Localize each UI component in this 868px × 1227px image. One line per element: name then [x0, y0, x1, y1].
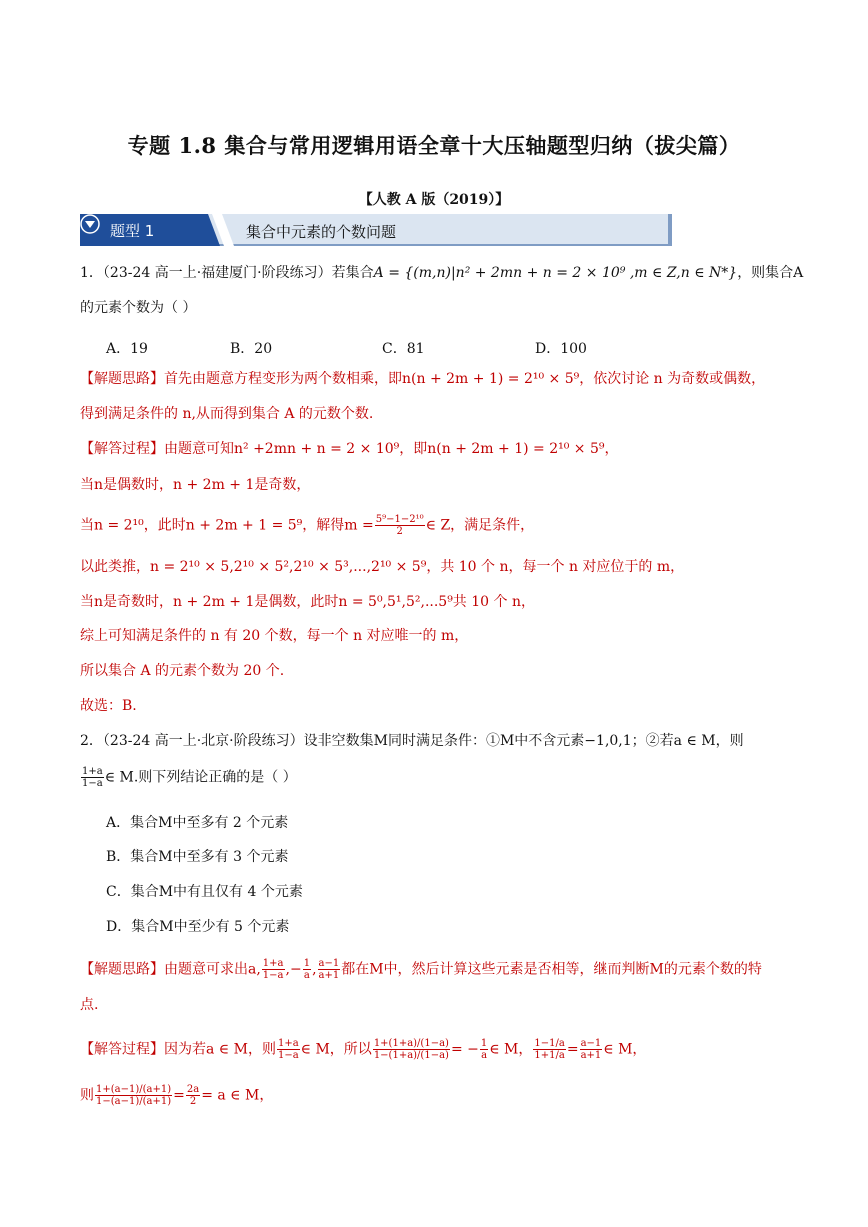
q2-stem-line1: 2．（23-24 高一上·北京·阶段练习）设非空数集M同时满足条件：①M中不含元素−1,0,1；②若a ∈ M，则	[80, 733, 744, 749]
collapse-icon[interactable]	[80, 214, 100, 234]
q1-option-d[interactable]: D．100	[535, 341, 587, 357]
q1-option-b[interactable]: B．20	[230, 341, 273, 357]
q1-set-expression: A = {(m,n)|n² + 2mn + n = 2 × 10⁹ ,m ∈ Z,n ∈ N*}	[373, 265, 738, 281]
q1-process-line4: 以此类推，n = 2¹⁰ × 5,2¹⁰ × 5²,2¹⁰ × 5³,...,2¹⁰ × 5⁹，共 10 个 n，每一个 n 对应位于的 m，	[80, 559, 685, 575]
q1-idea-line2: 得到满足条件的 n,从而得到集合 A 的元数个数.	[80, 406, 374, 422]
q2-option-d[interactable]: D．集合M中至少有 5 个元素	[106, 919, 290, 935]
q1-process-line1: 【解答过程】由题意可知n² +2mn + n = 2 × 10⁹，即n(n + 2m + 1) = 2¹⁰ × 5⁹，	[80, 441, 619, 457]
q2-process-line2: 则 $\frac{1+(a-1)/(a+1)}{1-(a-1)/(a+1)}$ = $\frac{2a}{2}$ = a ∈ M，	[80, 1084, 274, 1107]
section-banner	[80, 214, 672, 246]
section-label: 题型 1	[110, 222, 155, 240]
edition-label: 【人教 A 版（2019）】	[358, 192, 510, 208]
q1-process-line3: 当n = 2¹⁰，此时n + 2m + 1 = 5⁹，解得m = $\frac{\text{5⁹−1−2¹⁰}}{2}$ ∈ Z，满足条件，	[80, 514, 535, 537]
q1-option-c[interactable]: C．81	[382, 341, 425, 357]
page-title: 专题 1.8 集合与常用逻辑用语全章十大压轴题型归纳（拔尖篇）	[127, 133, 741, 158]
q1-stem-line2: 的元素个数为（ ）	[80, 300, 197, 316]
q1-process-line6: 综上可知满足条件的 n 有 20 个数，每一个 n 对应唯一的 m，	[80, 628, 469, 644]
q1-process-line7: 所以集合 A 的元素个数为 20 个.	[80, 663, 285, 679]
q2-idea-line2: 点.	[80, 997, 99, 1013]
q2-stem-line2: $\frac{1+a}{1-a}$ ∈ M.则下列结论正确的是（ ）	[82, 766, 297, 789]
q2-option-b[interactable]: B．集合M中至多有 3 个元素	[106, 849, 289, 865]
q1-idea-line1: 【解题思路】首先由题意方程变形为两个数相乘，即n(n + 2m + 1) = 2¹⁰ × 5⁹，依次讨论 n 为奇数或偶数，	[80, 371, 766, 387]
section-topic: 集合中元素的个数问题	[246, 223, 397, 241]
q1-answer: 故选：B.	[80, 698, 137, 714]
q1-process-line5: 当n是奇数时，n + 2m + 1是偶数，此时n = 5⁰,5¹,5²,...5⁹共 10 个 n，	[80, 594, 535, 610]
q1-option-a[interactable]: A．19	[106, 341, 148, 357]
q2-idea-line1: 【解题思路】由题意可求出a, $\frac{1+a}{1-a}$ ,− $\frac{1}{a}$ , $\frac{a-1}{a+1}$ 都在M中，然后计算这些元素是否相等，继而判断M的元素个数的特	[80, 958, 762, 981]
q2-option-a[interactable]: A．集合M中至多有 2 个元素	[106, 815, 289, 831]
q2-option-c[interactable]: C．集合M中有且仅有 4 个元素	[106, 884, 303, 900]
q1-stem-line1: 1．（23-24 高一上·福建厦门·阶段练习）若集合A = {(m,n)|n² + 2mn + n = 2 × 10⁹ ,m ∈ Z,n ∈ N*}，则集合A	[80, 265, 804, 281]
q2-process-line1: 【解答过程】因为若a ∈ M，则 $\frac{1+a}{1-a}$ ∈ M，所以 $\frac{1+(1+a)/(1-a)}{1-(1+a)/(1-a)}$ = − $\frac{1}{a}$ ∈ M， $\frac{1-1/a}{1+1/a}$ = $\frac{a-1}{a+1}$ ∈ M，	[80, 1038, 647, 1061]
q1-process-line2: 当n是偶数时，n + 2m + 1是奇数，	[80, 477, 311, 493]
